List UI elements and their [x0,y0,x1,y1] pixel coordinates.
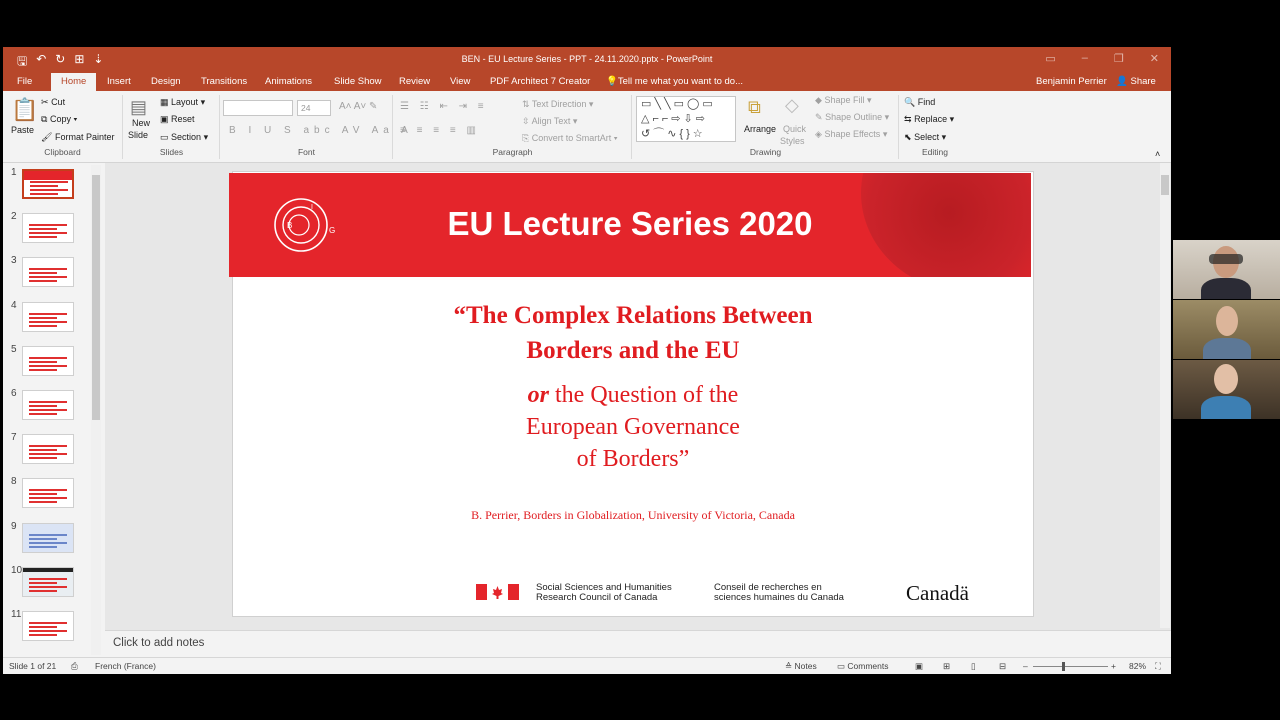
quick-styles-button-line2[interactable]: Styles [780,136,805,146]
cut-button[interactable] [41,97,65,108]
shape-fill-button[interactable]: ◆ Shape Fill ▾ [815,95,872,105]
tab-slide-show[interactable]: Slide Show [334,76,382,87]
slide-thumbnail-number: 10 [11,564,23,576]
participant-video-2[interactable] [1173,300,1280,359]
editing-label: Editing [922,147,948,157]
zoom-out-icon[interactable]: – [1023,661,1028,671]
comments-toggle[interactable] [837,661,889,672]
minimize-icon[interactable]: – [1081,52,1088,64]
slide-scrollbar[interactable] [1160,163,1170,628]
customize-qat-icon[interactable]: ⇣ [93,52,104,66]
close-icon[interactable]: ✕ [1149,53,1159,65]
slide-header-band [229,173,1031,277]
slide-thumbnail-number: 4 [11,299,17,311]
tab-pdf-architect[interactable]: PDF Architect 7 Creator [490,76,591,87]
slide-thumbnail-preview [22,567,74,597]
slide-thumbnail-number: 9 [11,520,17,532]
new-slide-icon[interactable]: ▤ [130,97,148,117]
slide-thumbnail-number: 2 [11,211,17,223]
convert-smartart-label: Convert to SmartArt [531,133,612,143]
paste-button[interactable]: Paste [11,125,35,135]
slide-thumbnail-number: 7 [11,432,17,444]
title-bar [3,47,1171,71]
scissors-icon: ✂ [41,97,49,107]
zoom-slider-thumb[interactable] [1062,662,1065,671]
slide-counter: Slide 1 of 21 [9,661,57,671]
tab-transitions[interactable]: Transitions [201,76,248,87]
tab-design[interactable]: Design [151,76,181,87]
paste-icon[interactable]: 📋 [11,97,39,122]
spellcheck-icon[interactable]: ⎙ [71,661,78,671]
ribbon-tabs [3,71,1171,91]
align-text-button[interactable]: ⇳ Align Text ▾ [522,116,578,126]
editing-group [900,95,970,159]
slide-thumbnail[interactable] [3,521,93,561]
video-call-panel [1173,240,1280,420]
font-size-input[interactable]: 24 [297,100,331,116]
section-icon: ▭ [160,132,169,142]
replace-label: Replace [914,114,948,124]
maximize-icon[interactable]: ❐ [1113,53,1124,65]
slide-thumbnail-preview [22,478,74,508]
sshrc-french-line-2: sciences humaines du Canada [714,592,844,603]
tell-me-box[interactable] [606,76,743,87]
outline-icon: ✎ [815,112,823,122]
slide-thumbnail[interactable] [3,388,93,428]
clipboard-group [3,95,123,159]
notes-pane[interactable] [105,630,1171,657]
tab-review[interactable]: Review [399,76,431,87]
slide-subtitle [233,298,1033,368]
collapse-ribbon-icon[interactable]: ˄ [1155,149,1161,159]
slide-thumbnail-preview [22,257,74,287]
status-bar [3,657,1171,674]
shape-outline-label: Shape Outline [825,112,883,122]
slide-alternative-title [233,379,1033,475]
svg-text:B: B [287,221,293,230]
notes-placeholder: Click to add notes [113,637,205,649]
text-direction-icon: ⇅ [522,99,530,109]
replace-icon: ⇆ [904,114,912,124]
smartart-icon: ⎘ [522,133,530,143]
select-button[interactable]: ⬉ Select ▾ [904,132,947,142]
window-title: BEN - EU Lecture Series - PPT - 24.11.2020.pptx - PowerPoint [461,54,713,64]
notes-icon: ≙ [785,661,793,671]
format-painter-button[interactable] [41,132,114,143]
font-format-icons[interactable]: B I U S abc AV Aa A [229,125,413,136]
participant-1-body [1201,278,1251,299]
font-label: Font [297,147,315,157]
slide-thumbnail-preview [22,169,74,199]
participant-3-head [1214,364,1238,394]
cut-label: Cut [51,97,66,107]
sshrc-french [714,583,844,603]
slide-sorter-icon[interactable]: ⊞ [943,661,951,671]
redo-icon[interactable]: ↻ [55,52,66,66]
slide-thumbnail-preview [22,346,74,376]
slide-thumbnail-number: 5 [11,343,17,355]
comment-icon: ▭ [837,661,846,671]
fill-icon: ◆ [815,95,822,105]
slide-thumbnail-pane [3,163,105,658]
subtitle-line-2: Borders and the EU [526,337,740,364]
font-group [221,95,413,159]
brush-icon: 🖌 [41,132,53,142]
or-word: or [527,382,550,408]
slide-credit: B. Perrier, Borders in Globalization, University of Victoria, Canada [471,508,795,522]
slide-thumbnail[interactable] [3,432,93,472]
section-label: Section [171,132,202,142]
tab-file[interactable]: File [17,76,33,87]
shape-fill-label: Shape Fill [824,95,865,105]
slide-thumbnail[interactable] [3,167,93,207]
find-button[interactable] [904,97,935,108]
person-icon: 👤 [1116,76,1128,87]
reset-button[interactable] [160,114,195,125]
slide-thumbnail[interactable] [3,211,93,251]
zoom-level[interactable]: 82% [1129,661,1147,671]
clipboard-label: Clipboard [44,147,81,157]
slide-thumbnail-preview [22,390,74,420]
drawing-label: Drawing [749,147,782,157]
copy-button[interactable]: ⧉ Copy ▾ [41,114,78,124]
alt-title-line-3: of Borders” [576,446,690,472]
undo-icon[interactable]: ↶ [36,52,47,66]
slide-thumbnail-preview [22,302,74,332]
cursor-icon: ⬉ [904,132,912,142]
alt-title-line-2: European Governance [526,414,740,440]
sponsor-logos [476,581,1006,605]
current-slide[interactable] [232,171,1034,617]
normal-view-icon[interactable]: ▣ [915,661,924,671]
slide-thumbnail-preview [22,523,74,553]
convert-smartart-button[interactable]: ⎘ Convert to SmartArt ▾ [522,133,618,143]
slide-title: EU Lecture Series 2020 [447,205,813,242]
align-icons[interactable]: ≡ ≡ ≡ ≡ ▥ [400,125,480,136]
slide-thumbnail-number: 1 [11,167,17,178]
slide-thumbnail[interactable] [3,565,93,605]
slide-thumbnail[interactable] [3,609,93,649]
save-icon[interactable]: 🖫 [17,54,28,68]
paragraph-group [394,95,632,159]
slides-label: Slides [159,147,184,157]
layout-button[interactable]: ▦ Layout ▾ [160,97,206,107]
language-indicator[interactable]: French (France) [95,661,156,671]
alt-title-line-1-rest: the Question of the [549,382,739,408]
section-button[interactable]: ▭ Section ▾ [160,132,209,142]
zoom-slider[interactable] [1033,666,1108,667]
presenter-icon[interactable]: ⊞ [74,52,85,66]
alt-title-line-1 [233,379,1033,411]
slide-thumbnail-number: 8 [11,476,17,488]
share-button[interactable] [1116,76,1156,87]
notes-toggle-label: Notes [794,661,817,671]
slide-thumbnail-preview [22,213,74,243]
new-slide-button[interactable]: New [132,118,151,128]
reset-label: Reset [171,114,195,124]
text-direction-button[interactable]: ⇅ Text Direction ▾ [522,99,594,109]
zoom-in-icon[interactable]: + [1111,661,1116,671]
select-label: Select [914,132,940,142]
find-label: Find [917,97,936,107]
reading-view-icon[interactable]: ▯ [971,661,976,671]
align-text-label: Align Text [531,116,571,126]
ribbon-display-icon[interactable]: ▭ [1045,53,1056,65]
slide-thumbnail-number: 6 [11,388,17,399]
format-painter-label: Format Painter [54,132,115,142]
layout-label: Layout [171,97,199,107]
svg-text:G: G [329,226,336,235]
slide-thumbnail-preview [22,434,74,464]
slide-thumbnail-preview [22,611,74,641]
replace-button[interactable]: ⇆ Replace ▾ [904,114,955,124]
slide-edit-area [105,163,1171,630]
slide-thumbnail[interactable] [3,344,93,384]
shape-outline-button[interactable]: ✎ Shape Outline ▾ [815,112,890,122]
ribbon-home [3,91,1171,163]
copy-label: Copy [49,114,71,124]
list-icons[interactable]: ☰ ☷ ⇤ ⇥ ≡ [400,101,488,112]
participant-2-body [1203,338,1251,359]
reset-icon: ▣ [160,114,169,124]
font-name-input[interactable] [223,100,293,116]
participant-video-1[interactable] [1173,240,1280,299]
thumbnail-scroll-thumb[interactable] [92,175,100,420]
canada-wordmark: Canadä [906,581,969,605]
slide-thumbnail[interactable] [3,476,93,516]
slide-scroll-thumb[interactable] [1161,175,1169,195]
canada-flag-icon [476,584,519,600]
share-label: Share [1130,76,1156,87]
shapes-gallery[interactable]: ▭╲╲▭◯▭ △⌐⌐⇨⇩⇨ ↺⌒∿{}☆ [636,96,736,142]
shape-effects-label: Shape Effects [824,129,881,139]
layout-icon: ▦ [160,97,169,107]
powerpoint-window [3,47,1171,674]
new-slide-button-line2[interactable]: Slide [128,130,149,140]
participant-video-3[interactable] [1173,360,1280,419]
notes-toggle[interactable] [785,661,817,672]
slideshow-view-icon[interactable]: ⊟ [999,661,1007,671]
shape-effects-button[interactable]: ◈ Shape Effects ▾ [815,129,888,139]
slides-group [124,95,220,159]
arrange-icon[interactable]: ⧉ [748,97,761,117]
slide-thumbnail[interactable] [3,300,93,340]
search-icon: 🔍 [904,97,916,107]
subtitle-line-1: “The Complex Relations Between [453,302,813,329]
participant-2-head [1216,306,1238,336]
comments-toggle-label: Comments [847,661,889,671]
sshrc-english [536,583,672,603]
svg-text:I: I [311,204,313,211]
effects-icon: ◈ [815,129,822,139]
sshrc-english-line-2: Research Council of Canada [536,592,658,603]
paragraph-label: Paragraph [492,147,533,157]
quick-styles-icon[interactable]: ◇ [785,95,799,115]
copy-icon: ⧉ [41,114,48,124]
user-name[interactable]: Benjamin Perrier [1036,76,1107,87]
participant-3-body [1201,396,1251,419]
sshrc-english-line-1: Social Sciences and Humanities [536,582,672,593]
window-controls [1045,52,1159,65]
slide-thumbnail-number: 11 [11,609,22,620]
tell-me-label: Tell me what you want to do... [617,76,743,87]
text-direction-label: Text Direction [531,99,587,109]
headset-icon [1209,254,1243,264]
grow-font-icon[interactable]: A˄ A˅ ✎ [339,101,378,112]
quick-styles-button[interactable]: Quick [783,124,807,134]
lightbulb-icon: 💡 [606,76,618,87]
fit-to-window-icon[interactable]: ⛶ [1155,661,1161,671]
align-text-icon: ⇳ [522,116,530,126]
tab-insert[interactable]: Insert [107,76,131,87]
slide-thumbnail-number: 3 [11,255,17,267]
tab-animations[interactable]: Animations [265,76,312,87]
tab-view[interactable]: View [450,76,471,87]
tab-home[interactable]: Home [51,73,96,91]
sshrc-french-line-1: Conseil de recherches en [714,582,822,593]
arrange-button[interactable]: Arrange [744,124,777,134]
slide-thumbnail[interactable] [3,255,93,295]
